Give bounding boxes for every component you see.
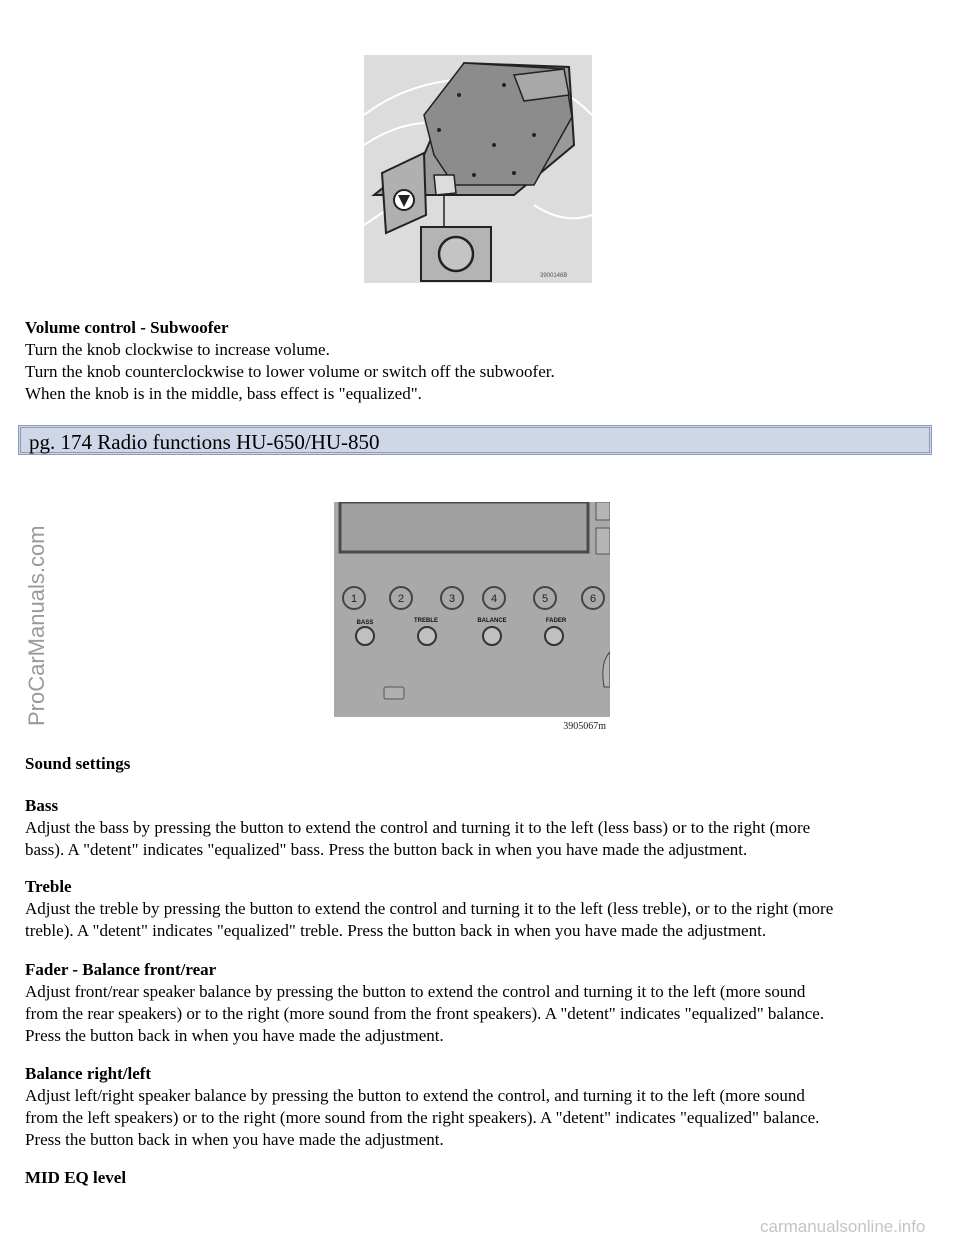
preset-label-6: 6 bbox=[589, 593, 597, 605]
preset-label-4: 4 bbox=[490, 593, 498, 605]
knob-label-balance: BALANCE bbox=[477, 618, 507, 624]
side-watermark: ProCarManuals.com bbox=[24, 525, 49, 726]
knob-label-treble: TREBLE bbox=[414, 618, 438, 624]
preset-label-1: 1 bbox=[350, 593, 358, 605]
footer-watermark: carmanualsonline.info bbox=[760, 1217, 926, 1236]
sound-settings-heading-block bbox=[25, 753, 940, 775]
bass-section bbox=[25, 795, 940, 861]
balance-line-1: Adjust left/right speaker balance by pressing the button to extend the control, and turning it to the left (more sound bbox=[25, 1086, 805, 1105]
volume-line-3: When the knob is in the middle, bass effect is "equalized". bbox=[25, 384, 422, 403]
volume-control-heading: Volume control - Subwoofer bbox=[25, 318, 229, 337]
bass-line-1: Adjust the bass by pressing the button to extend the control and turning it to the left (less bass) or to the right (more bbox=[25, 818, 811, 837]
sound-settings-heading: Sound settings bbox=[25, 754, 131, 773]
balance-line-2: from the left speakers) or to the right (more sound from the right speakers). A "detent" indicates "equalized" balance. bbox=[25, 1108, 820, 1127]
page-title: pg. 174 Radio functions HU-650/HU-850 bbox=[29, 430, 380, 454]
volume-control-section bbox=[25, 317, 940, 405]
knob-label-bass: BASS bbox=[356, 620, 374, 626]
radio-panel-drawing bbox=[334, 502, 610, 732]
treble-line-2: treble). A "detent" indicates "equalized" treble. Press the button back in when you have made the adjustment. bbox=[25, 921, 767, 940]
preset-label-2: 2 bbox=[397, 593, 405, 605]
figure-code-1: 3900146B bbox=[540, 273, 568, 279]
preset-label-3: 3 bbox=[448, 593, 456, 605]
preset-label-5: 5 bbox=[541, 593, 549, 605]
subwoofer-drawing bbox=[364, 55, 592, 283]
volume-line-1: Turn the knob clockwise to increase volume. bbox=[25, 340, 330, 359]
balance-section bbox=[25, 1063, 940, 1151]
subwoofer-illustration bbox=[364, 55, 592, 283]
bass-line-2: bass). A "detent" indicates "equalized" bass. Press the button back in when you have made the adjustment. bbox=[25, 840, 748, 859]
fader-heading: Fader - Balance front/rear bbox=[25, 960, 217, 979]
fader-line-1: Adjust front/rear speaker balance by pressing the button to extend the control and turning it to the left (more sound bbox=[25, 982, 806, 1001]
knob-label-fader: FADER bbox=[545, 618, 567, 624]
fader-line-2: from the rear speakers) or to the right (more sound from the front speakers). A "detent" indicates "equalized" balance. bbox=[25, 1004, 825, 1023]
mid-eq-section bbox=[25, 1167, 940, 1189]
treble-line-1: Adjust the treble by pressing the button to extend the control and turning it to the left (less treble), or to the right (more bbox=[25, 899, 834, 918]
treble-heading: Treble bbox=[25, 877, 72, 896]
balance-line-3: Press the button back in when you have made the adjustment. bbox=[25, 1130, 444, 1149]
fader-line-3: Press the button back in when you have made the adjustment. bbox=[25, 1026, 444, 1045]
balance-heading: Balance right/left bbox=[25, 1064, 152, 1083]
volume-line-2: Turn the knob counterclockwise to lower volume or switch off the subwoofer. bbox=[25, 362, 555, 381]
figure-code-2: 3905067m bbox=[563, 721, 606, 732]
radio-panel-illustration bbox=[334, 502, 610, 732]
bass-heading: Bass bbox=[25, 796, 59, 815]
treble-section bbox=[25, 876, 940, 942]
page-section-header bbox=[18, 425, 932, 455]
fader-section bbox=[25, 959, 940, 1047]
mid-eq-heading: MID EQ level bbox=[25, 1168, 127, 1187]
